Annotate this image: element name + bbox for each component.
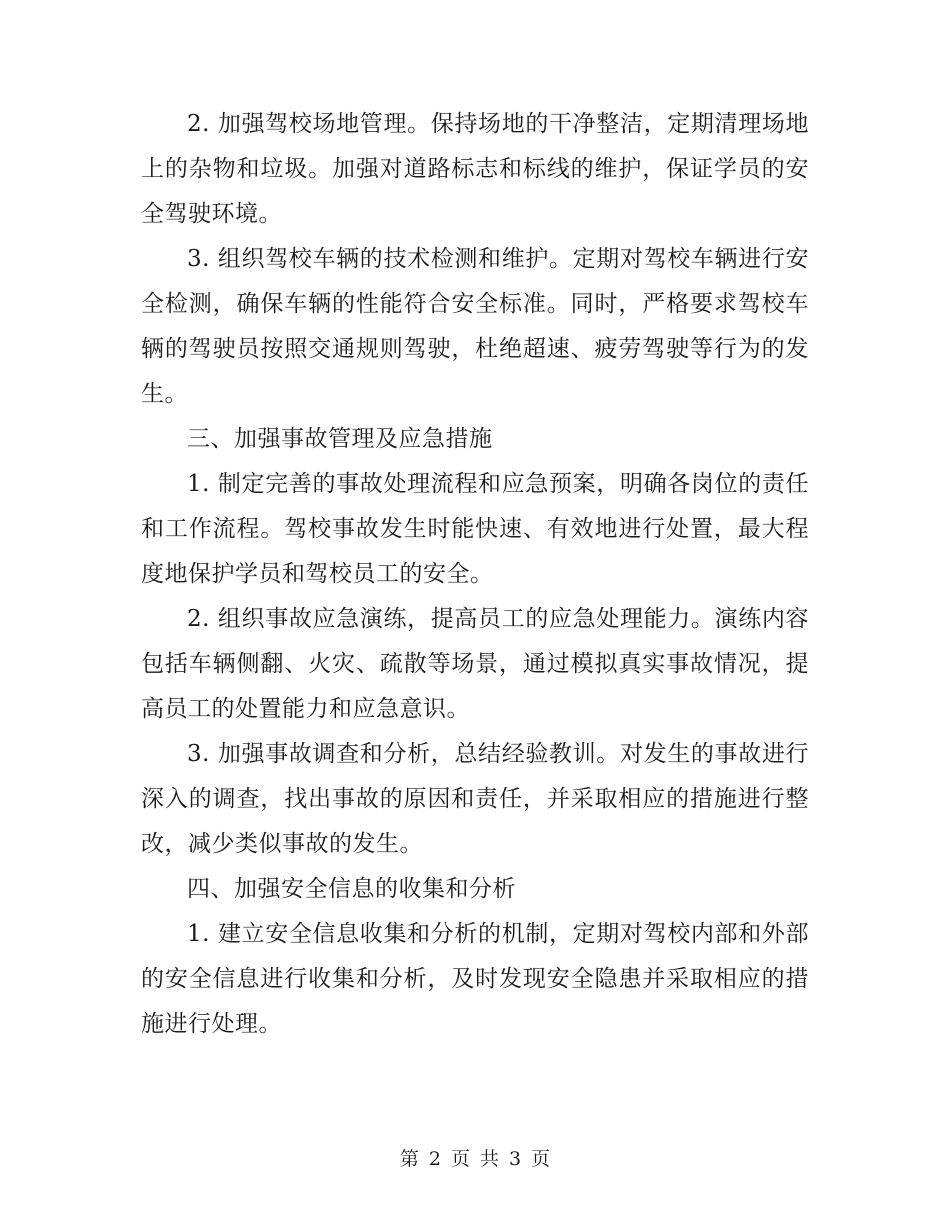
paragraph-emergency-plan: 1. 制定完善的事故处理流程和应急预案，明确各岗位的责任和工作流程。驾校事故发生时能快速、有效地进行处置，最大程度地保护学员和驾校员工的安全。: [141, 471, 809, 587]
paragraph-accident-investigation: 3. 加强事故调查和分析，总结经验教训。对发生的事故进行深入的调查，找出事故的原因和责任，并采取相应的措施进行整改，减少类似事故的发生。: [141, 741, 809, 857]
paragraph-information-mechanism: 1. 建立安全信息收集和分析的机制，定期对驾校内部和外部的安全信息进行收集和分析，及时发现安全隐患并采取相应的措施进行处理。: [141, 921, 809, 1037]
section-heading-safety-information: 四、加强安全信息的收集和分析: [187, 876, 516, 902]
page-number-footer: 第 2 页 共 3 页: [399, 1148, 551, 1170]
section-heading-accident-management: 三、加强事故管理及应急措施: [187, 426, 493, 452]
paragraph-site-management: 2. 加强驾校场地管理。保持场地的干净整洁，定期清理场地上的杂物和垃圾。加强对道路标志和标线的维护，保证学员的安全驾驶环境。: [141, 111, 809, 227]
paragraph-emergency-drill: 2. 组织事故应急演练，提高员工的应急处理能力。演练内容包括车辆侧翻、火灾、疏散等场景，通过模拟真实事故情况，提高员工的处置能力和应急意识。: [141, 606, 809, 722]
paragraph-vehicle-inspection: 3. 组织驾校车辆的技术检测和维护。定期对驾校车辆进行安全检测，确保车辆的性能符合安全标准。同时，严格要求驾校车辆的驾驶员按照交通规则驾驶，杜绝超速、疲劳驾驶等行为的发生。: [141, 246, 809, 407]
document-body: [141, 102, 809, 1047]
